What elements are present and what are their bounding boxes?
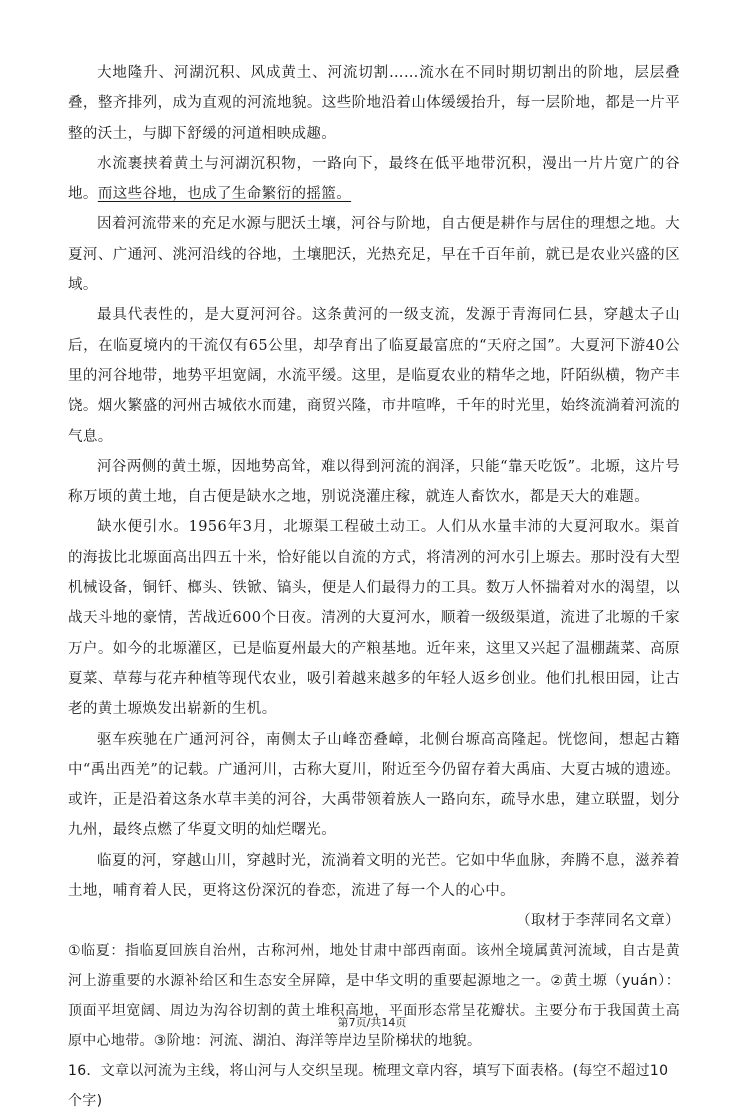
paragraph-3: 因着河流带来的充足水源与肥沃土壤，河谷与阶地，自古便是耕作与居住的理想之地。大夏河、广通河、洮河沿线的谷地，土壤肥沃，光热充足，早在千百年前，就已是农业兴盛的区域。 bbox=[68, 216, 680, 294]
paragraph-2-text: 水流裹挟着黄土与河湖沉积物，一路向下，最终在低平地带沉积，漫出一片片宽广的谷地。 bbox=[68, 155, 680, 203]
question-16: 16．文章以河流为主线，将山河与人交织呈现。梳理文章内容，填写下面表格。(每空不超过10个字) bbox=[68, 1063, 669, 1110]
paragraph-4: 最具代表性的，是大夏河河谷。这条黄河的一级支流，发源于青海同仁县，穿越太子山后，在临夏境内的干流仅有65公里，却孕育出了临夏最富庶的“天府之国”。大夏河下游40公里的河谷地带，地势平坦宽阔，水流平缓。这里，是临夏农业的精华之地，阡陌纵横，物产丰饶。烟火繁盛的河州古城依水而建，商贸兴隆，市井喧哗，千年的时光里，始终流淌着河流的气息。 bbox=[68, 307, 680, 445]
article-source: （取材于李萍同名文章） bbox=[516, 913, 680, 930]
page-number: 第7页/共14页 bbox=[337, 1016, 407, 1029]
paragraph-2 bbox=[68, 149, 680, 210]
document-page bbox=[68, 58, 680, 1116]
paragraph-6: 缺水便引水。1956年3月，北塬渠工程破土动工。人们从水量丰沛的大夏河取水。渠首的海拔比北塬面高出四五十米，恰好能以自流的方式，将清冽的河水引上塬去。那时没有大型机械设备，铜钎、榔头、铁锨、镐头，便是人们最得力的工具。数万人怀揣着对水的渴望，以战天斗地的豪情，苦战近600个日夜。清冽的大夏河水，顺着一级级渠道，流进了北塬的千家万户。如今的北塬灌区，已是临夏州最大的产粮基地。近年来，这里又兴起了温棚蔬菜、高原夏菜、草莓与花卉种植等现代农业，吸引着越来越多的年轻人返乡创业。他们扎根田园，让古老的黄土塬焕发出崭新的生机。 bbox=[68, 519, 680, 718]
paragraph-5: 河谷两侧的黄土塬，因地势高耸，难以得到河流的润泽，只能“靠天吃饭”。北塬，这片号称万顷的黄土地，自古便是缺水之地，别说浇灌庄稼，就连人畜饮水，都是天大的难题。 bbox=[68, 458, 680, 506]
underlined-sentence: 而这些谷地，也成了生命繁衍的摇篮。 bbox=[97, 186, 352, 203]
paragraph-7: 驱车疾驰在广通河河谷，南侧太子山峰峦叠嶂，北侧台塬高高隆起。恍惚间，想起古籍中“禹出西羌”的记载。广通河川，古称大夏川，附近至今仍留存着大禹庙、大夏古城的遗迹。或许，正是沿着这条水草丰美的河谷，大禹带领着族人一路向东，疏导水患，建立联盟，划分九州，最终点燃了华夏文明的灿烂曙光。 bbox=[68, 731, 680, 839]
paragraph-1: 大地隆升、河湖沉积、风成黄土、河流切割……流水在不同时期切割出的阶地，层层叠叠，整齐排列，成为直观的河流地貌。这些阶地沿着山体缓缓抬升，每一层阶地，都是一片平整的沃土，与脚下舒缓的河道相映成趣。 bbox=[68, 65, 680, 142]
footnotes: ①临夏：指临夏回族自治州，古称河州，地处甘肃中部西南面。该州全境属黄河流域，自古是黄河上游重要的水源补给区和生态安全屏障，是中华文明的重要起源地之一。②黄土塬（yuán）：顶面平坦宽阔、周边为沟谷切割的黄土堆积高地，平面形态常呈花瓣状。主要分布于我国黄土高原中心地带。③阶地：河流、湖泊、海洋等岸边呈阶梯状的地貌。 bbox=[68, 943, 680, 1050]
paragraph-8: 临夏的河，穿越山川，穿越时光，流淌着文明的光芒。它如中华血脉，奔腾不息，滋养着土地，哺育着人民，更将这份深沉的眷恋，流进了每一个人的心中。 bbox=[68, 852, 680, 900]
